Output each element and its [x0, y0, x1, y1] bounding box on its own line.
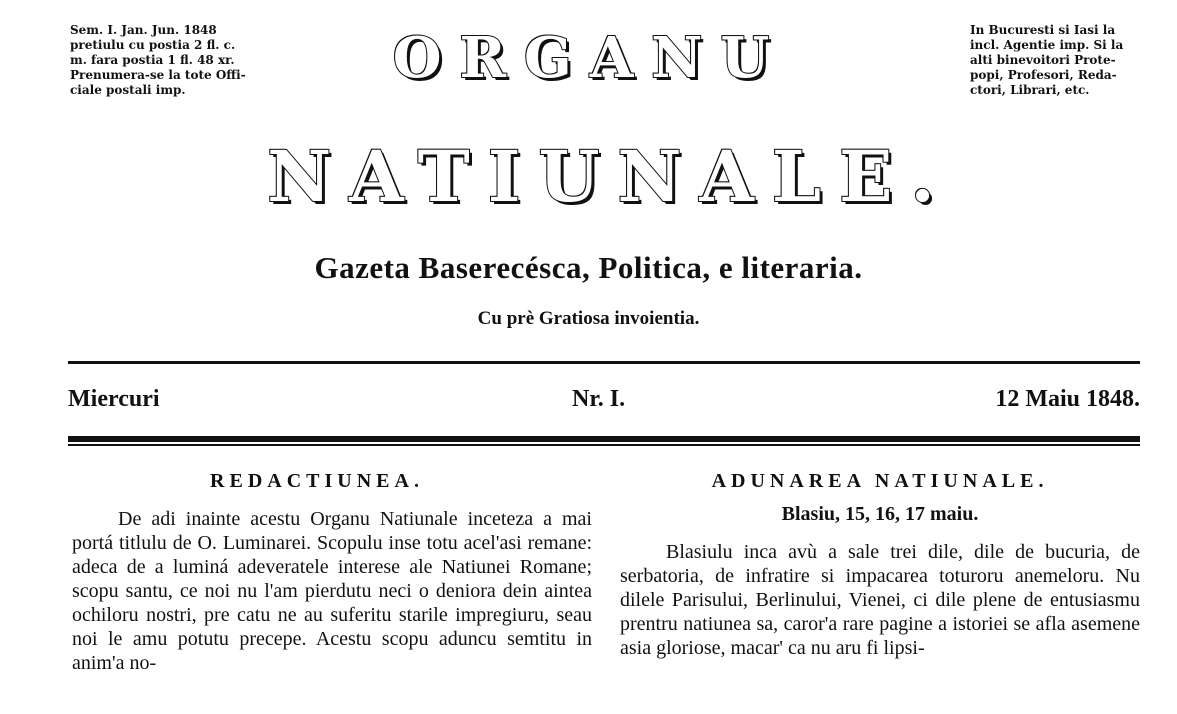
left-column-paragraph: De adi inainte acestu Organu Natiunale inceteza a mai portá titlulu de O. Luminarei. Scopulu inse totu acel'asi remane: adeca de a luminá adeveratele interese ale Natiunei Romane; scopu santu, ce noi nu l'am pierdutu neci o deniora dein aintea ochiloru nostri, pre catu ne au suferitu starile impregiuru, seau noi le amu potutu precepe. Acestu scopu aduncu semtitu in anim'a no-: [72, 508, 592, 674]
right-column: [620, 470, 1140, 660]
newspaper-title-line2: NATIUNALE.: [267, 135, 953, 218]
right-column-paragraph: Blasiulu inca avù a sale trei dile, dile de bucuria, de serbatoria, de infratire si impacarea toturoru anemeloru. Nu dilele Parisului, Berlinului, Vienei, ci dile plene de entusiasmu prentru natiunea sa, caror'a rare pagine a istoriei se afla asemene asia gloriose, macar' ca nu aru fi lipsi-: [620, 541, 1140, 659]
bottom-rule-thin: [68, 444, 1140, 446]
top-rule: [68, 361, 1140, 364]
right-column-place-date: Blasiu, 15, 16, 17 maiu.: [781, 503, 979, 525]
left-column-heading: REDACTIUNEA.: [210, 470, 424, 492]
bottom-rule-thick: [68, 436, 1140, 442]
agents-note: In Bucuresti si Iasi la incl. Agentie imp. Si la alti binevoitori Prote- popi, Profesori, Reda- ctori, Librari, etc.: [970, 23, 1124, 97]
permission-line: Cu prè Gratiosa invoientia.: [477, 308, 700, 329]
right-column-heading: ADUNAREA NATIUNALE.: [711, 470, 1049, 492]
dateline-day: Miercuri: [68, 386, 160, 412]
left-column: [72, 470, 592, 675]
newspaper-subtitle: Gazeta Baserecésca, Politica, e literaria.: [314, 250, 863, 285]
dateline-issue: Nr. I.: [572, 386, 626, 412]
newspaper-title-line1: ORGANU: [392, 25, 788, 91]
subscription-note: Sem. I. Jan. Jun. 1848 pretiulu cu postia 2 fl. c. m. fara postia 1 fl. 48 xr. Prenumera-se la tote Offi- ciale postali imp.: [70, 23, 246, 97]
dateline-date: 12 Maiu 1848.: [995, 386, 1140, 412]
right-column-body: [620, 540, 1140, 660]
left-column-body: [72, 507, 592, 675]
